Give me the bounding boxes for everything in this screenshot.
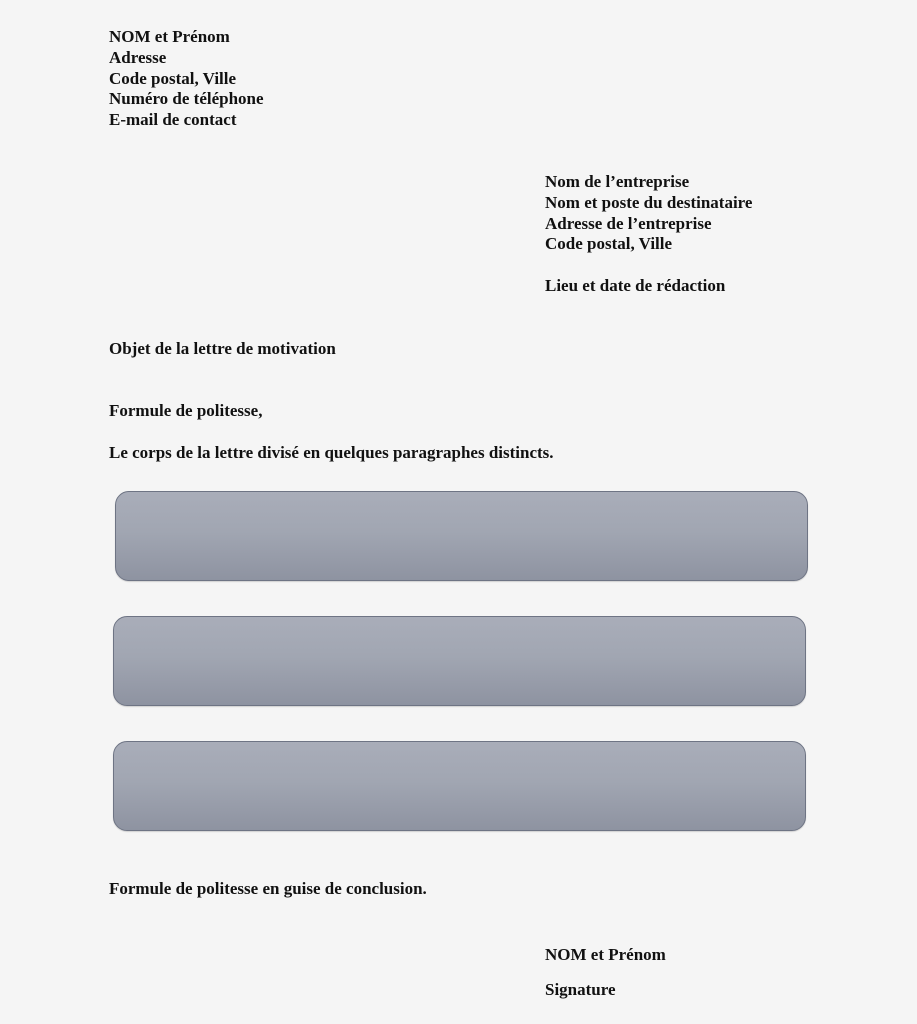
- sender-block: [109, 27, 264, 131]
- recipient-address: Adresse de l’entreprise: [545, 213, 712, 233]
- sender-phone: Numéro de téléphone: [109, 89, 264, 109]
- paragraph-placeholder-1: [115, 491, 808, 581]
- sender-email: E-mail de contact: [109, 110, 237, 130]
- sender-address: Adresse: [109, 47, 167, 67]
- subject-line: Objet de la lettre de motivation: [109, 339, 336, 358]
- paragraph-placeholder-2: [113, 616, 806, 706]
- recipient-block: [545, 172, 752, 255]
- recipient-company: Nom de l’entreprise: [545, 172, 690, 191]
- salutation: Formule de politesse,: [109, 401, 263, 420]
- sender-name: NOM et Prénom: [109, 27, 230, 46]
- paragraph-placeholder-3: [113, 741, 806, 831]
- signoff-name: NOM et Prénom: [545, 945, 666, 964]
- signature-label: Signature: [545, 980, 616, 999]
- body-intro: Le corps de la lettre divisé en quelques paragraphes distincts.: [109, 443, 554, 462]
- sender-city: Code postal, Ville: [109, 68, 237, 88]
- recipient-contact: Nom et poste du destinataire: [545, 192, 753, 212]
- closing-line: Formule de politesse en guise de conclusion.: [109, 879, 427, 898]
- recipient-city: Code postal, Ville: [545, 234, 673, 254]
- place-date: Lieu et date de rédaction: [545, 276, 726, 295]
